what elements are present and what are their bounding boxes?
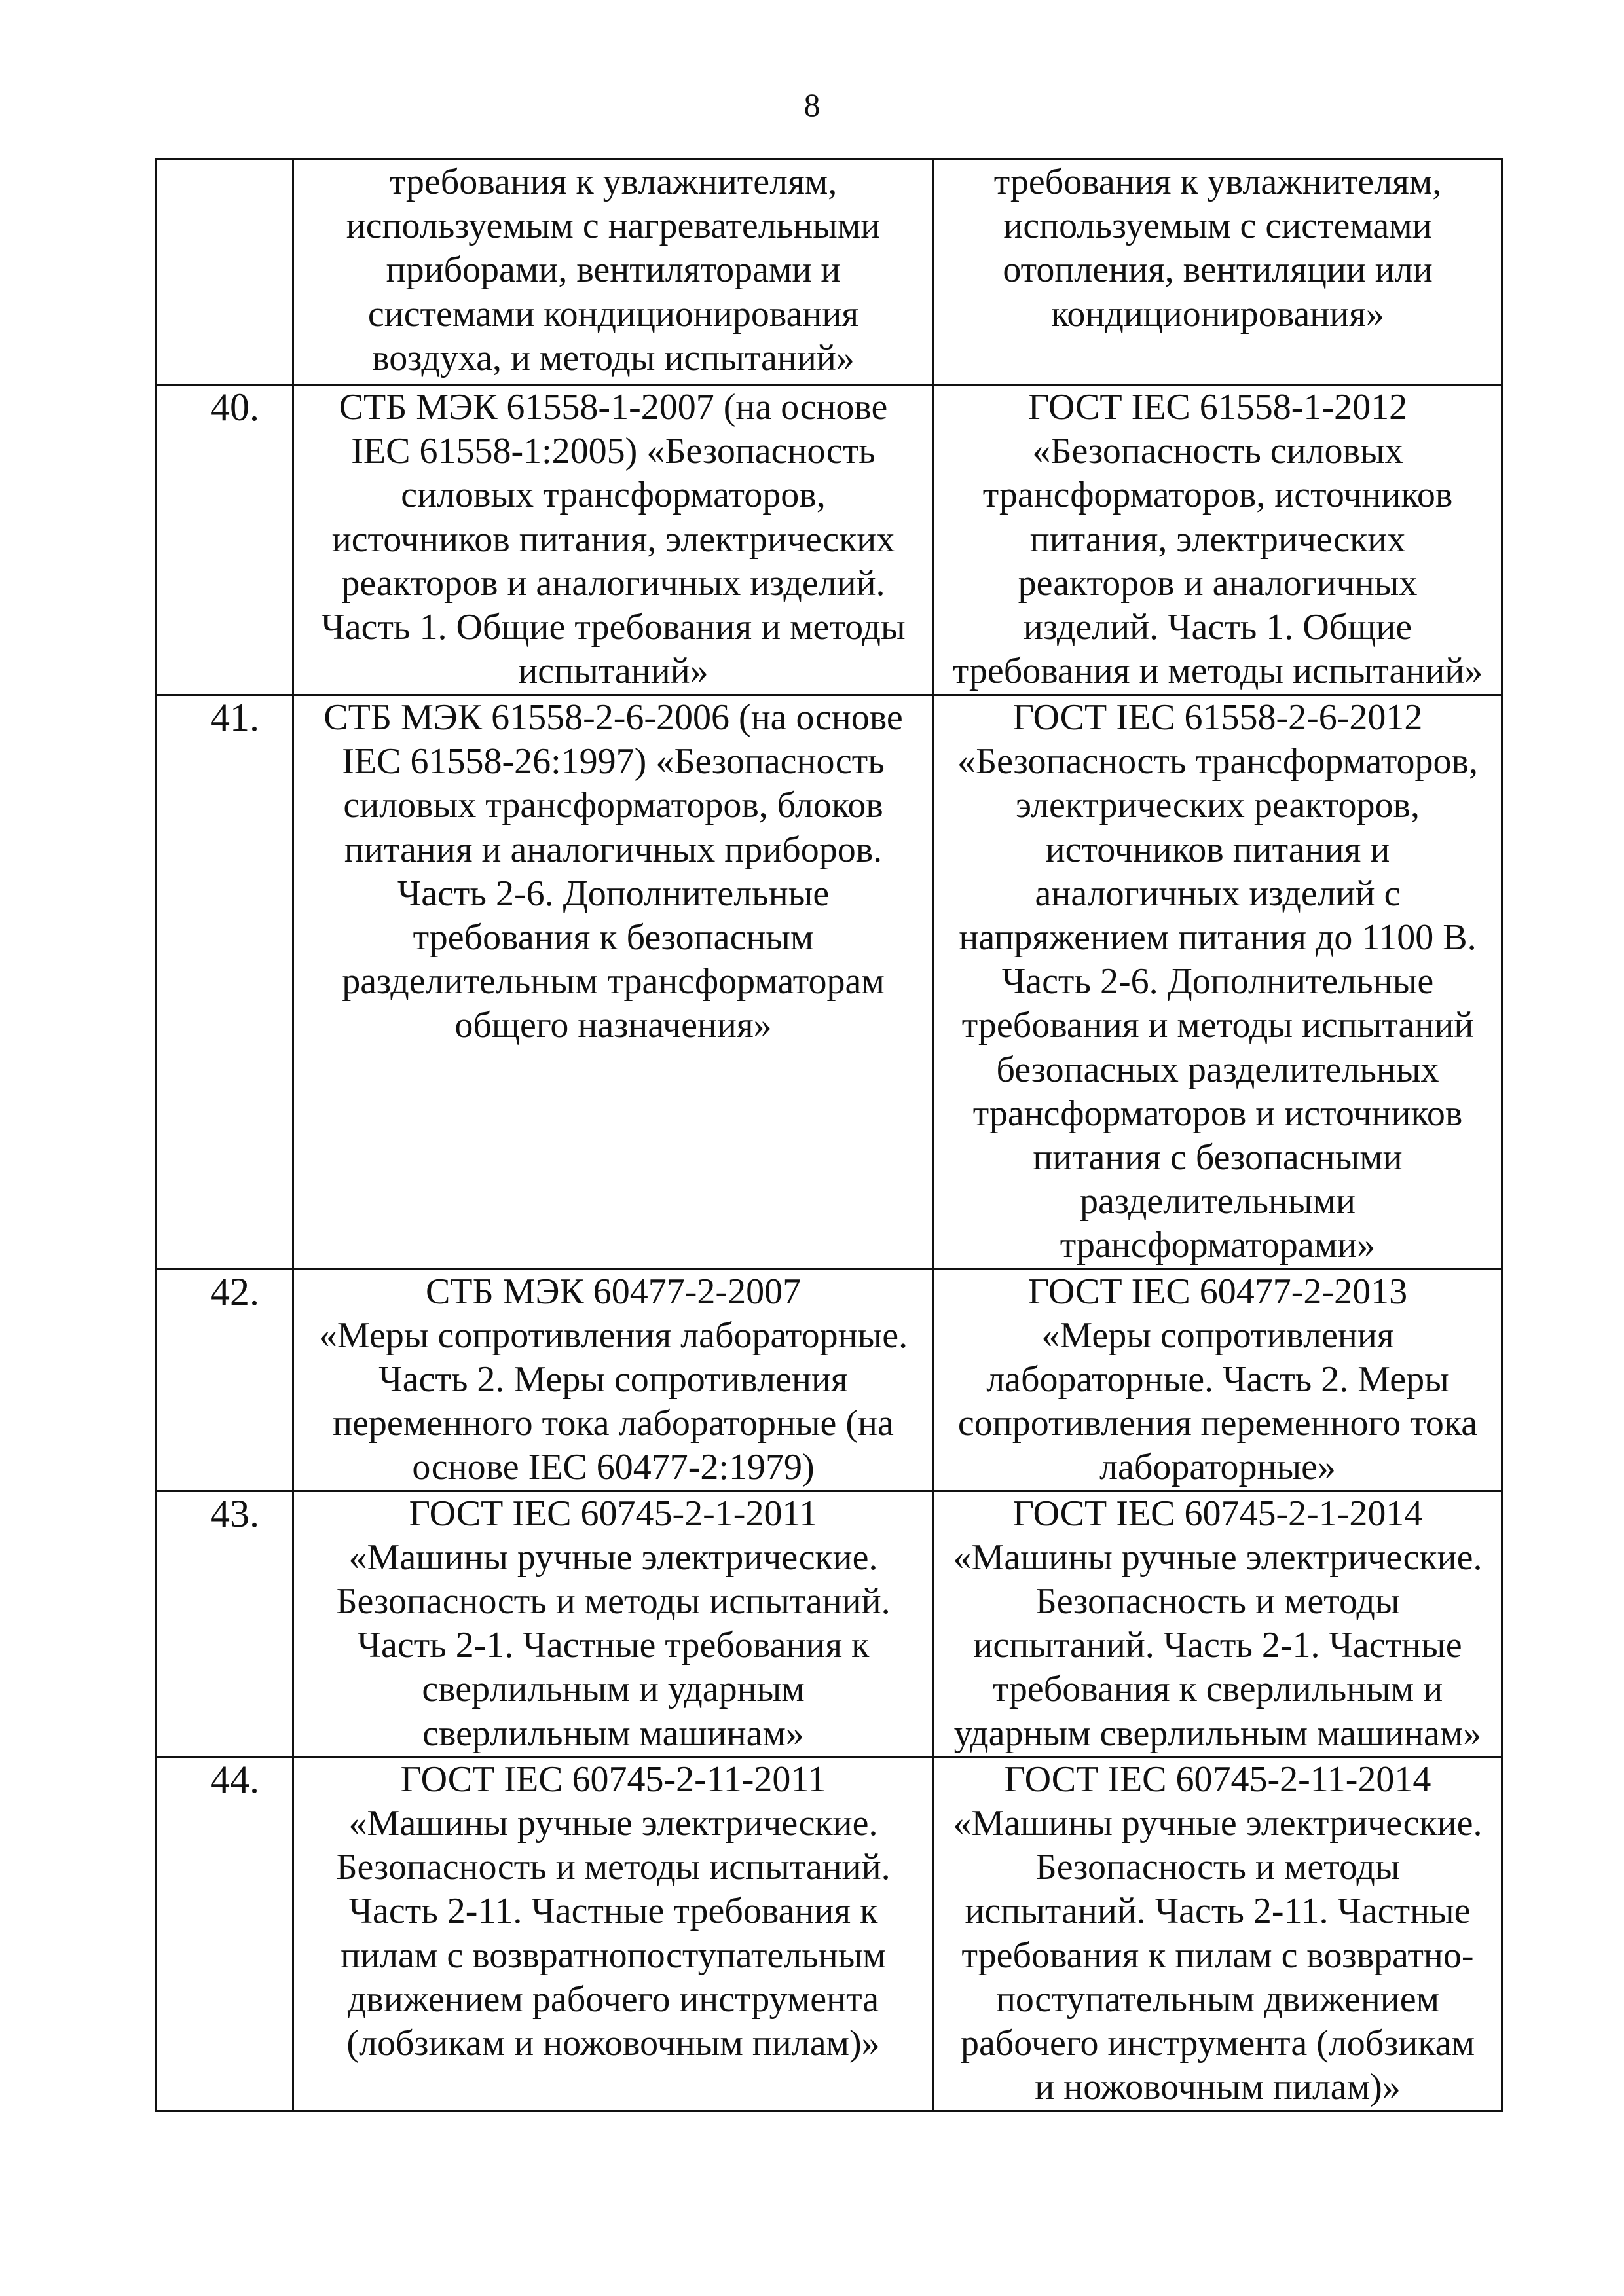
text-line: «Безопасность силовых [1032, 431, 1403, 472]
replaced-standard-cell [293, 695, 934, 1269]
text-line: «Машины ручные электрические. [953, 1537, 1483, 1578]
text-line: «Меры сопротивления [1041, 1315, 1394, 1356]
new-standard-cell [934, 385, 1502, 695]
row-number: 44. [210, 1757, 259, 1801]
row-number: 42. [210, 1269, 259, 1313]
text-line: Часть 2. Меры сопротивления [378, 1359, 848, 1400]
table-row [157, 1757, 1502, 2111]
row-number: 40. [210, 386, 259, 429]
text-line: питания с безопасными [1033, 1137, 1403, 1178]
text-line: требования к увлажнителям, [993, 162, 1442, 202]
text-line: СТБ МЭК 61558-1-2007 (на основе [339, 387, 888, 428]
replaced-standard-cell [293, 160, 934, 385]
text-line: ГОСТ IEC 61558-1-2012 [1027, 387, 1408, 428]
text-line: аналогичных изделий с [1035, 873, 1401, 914]
text-line: питания, электрических [1029, 519, 1406, 560]
row-number-cell [157, 1269, 293, 1491]
text-line: Безопасность и методы [1035, 1581, 1400, 1622]
text-line: реакторов и аналогичных [1018, 562, 1418, 604]
text-line: ГОСТ IEC 60745-2-1-2014 [1012, 1493, 1423, 1534]
new-standard-text [934, 1492, 1501, 1756]
text-line: поступательным движением [995, 1978, 1440, 2020]
text-line: используемым с системами [1003, 206, 1432, 247]
row-number-cell [157, 385, 293, 695]
new-standard-cell [934, 1757, 1502, 2111]
new-standard-text [934, 160, 1501, 337]
text-line: источников питания и [1045, 829, 1390, 870]
text-line: кондиционирования» [1051, 293, 1384, 335]
text-line: силовых трансформаторов, [401, 475, 826, 516]
standards-table-body [157, 160, 1502, 2111]
table-row [157, 695, 1502, 1269]
replaced-standard-text [294, 160, 932, 380]
text-line: электрических реакторов, [1016, 785, 1420, 826]
text-line: требования к увлажнителям, [389, 162, 838, 202]
text-line: требования и методы испытаний [961, 1005, 1474, 1046]
text-line: (лобзикам и ножовочным пилам)» [346, 2023, 880, 2064]
text-line: трансформаторов, источников [982, 475, 1453, 516]
replaced-standard-text [294, 1492, 932, 1756]
text-line: Безопасность и методы испытаний. [336, 1581, 891, 1622]
text-line: пилам с возвратнопоступательным [341, 1935, 886, 1976]
new-standard-cell [934, 160, 1502, 385]
row-number: 43. [210, 1491, 259, 1535]
text-line: воздуха, и методы испытаний» [372, 337, 855, 378]
replaced-standard-text [294, 696, 932, 1048]
text-line: ударным сверлильным машинам» [953, 1713, 1482, 1754]
text-line: и ножовочным пилам)» [1035, 2067, 1401, 2108]
row-number-cell [157, 1491, 293, 1757]
text-line: Часть 2-11. Частные требования к [348, 1891, 878, 1932]
page-number: 8 [803, 86, 821, 123]
text-line: используемым с нагревательными [346, 206, 881, 247]
text-line: изделий. Часть 1. Общие [1023, 607, 1412, 648]
replaced-standard-cell [293, 1757, 934, 2111]
new-standard-text [934, 696, 1501, 1268]
table-row [157, 160, 1502, 385]
text-line: ГОСТ IEC 61558-2-6-2012 [1012, 697, 1423, 738]
text-line: Часть 2-6. Дополнительные [1001, 961, 1434, 1002]
text-line: IEC 61558-1:2005) «Безопасность [351, 431, 876, 472]
row-number-cell [157, 160, 293, 385]
text-line: сверлильным и ударным [422, 1669, 805, 1710]
text-line: лабораторные. Часть 2. Меры [986, 1359, 1449, 1400]
table-row [157, 385, 1502, 695]
new-standard-text [934, 1758, 1501, 2110]
text-line: трансформаторами» [1060, 1225, 1376, 1266]
text-line: требования и методы испытаний» [952, 651, 1483, 692]
text-line: разделительными [1079, 1181, 1356, 1222]
replaced-standard-text [294, 1758, 932, 2066]
text-line: движением рабочего инструмента [347, 1978, 879, 2020]
row-number-cell [157, 1757, 293, 2111]
text-line: переменного тока лабораторные (на [333, 1403, 894, 1444]
text-line: Часть 2-6. Дополнительные [397, 873, 830, 914]
text-line: СТБ МЭК 60477-2-2007 [425, 1271, 802, 1312]
replaced-standard-cell [293, 1269, 934, 1491]
text-line: ГОСТ IEC 60745-2-1-2011 [409, 1493, 818, 1534]
replaced-standard-cell [293, 385, 934, 695]
text-line: разделительным трансформаторам [342, 961, 885, 1002]
text-line: требования к пилам с возвратно- [961, 1935, 1474, 1976]
new-standard-text [934, 386, 1501, 693]
text-line: испытаний. Часть 2-11. Частные [965, 1891, 1471, 1932]
text-line: ГОСТ IEC 60477-2-2013 [1027, 1271, 1408, 1312]
standards-table [155, 158, 1503, 2112]
text-line: системами кондиционирования [367, 293, 859, 335]
text-line: приборами, вентиляторами и [386, 249, 841, 291]
text-line: Часть 1. Общие требования и методы [321, 607, 906, 648]
row-number-cell [157, 695, 293, 1269]
replaced-standard-text [294, 1270, 932, 1490]
text-line: «Меры сопротивления лабораторные. [318, 1315, 908, 1356]
text-line: трансформаторов и источников [972, 1093, 1463, 1134]
text-line: «Машины ручные электрические. [953, 1803, 1483, 1844]
text-line: сопротивления переменного тока [957, 1403, 1478, 1444]
text-line: «Машины ручные электрические. [348, 1803, 878, 1844]
text-line: Часть 2-1. Частные требования к [357, 1625, 870, 1666]
text-line: СТБ МЭК 61558-2-6-2006 (на основе [323, 697, 903, 738]
text-line: безопасных разделительных [996, 1049, 1439, 1090]
replaced-standard-text [294, 386, 932, 693]
text-line: рабочего инструмента (лобзикам [960, 2023, 1475, 2064]
text-line: питания и аналогичных приборов. [344, 829, 883, 870]
text-line: ГОСТ IEC 60745-2-11-2014 [1004, 1758, 1431, 1800]
text-line: общего назначения» [454, 1005, 772, 1046]
new-standard-cell [934, 1269, 1502, 1491]
text-line: ГОСТ IEC 60745-2-11-2011 [400, 1758, 826, 1800]
text-line: напряжением питания до 1100 В. [959, 917, 1477, 958]
text-line: силовых трансформаторов, блоков [343, 785, 883, 826]
row-number: 41. [210, 696, 259, 739]
text-line: реакторов и аналогичных изделий. [341, 562, 885, 604]
table-row [157, 1269, 1502, 1491]
text-line: требования к сверлильным и [992, 1669, 1443, 1710]
text-line: «Безопасность трансформаторов, [957, 741, 1478, 782]
text-line: источников питания, электрических [331, 519, 895, 560]
text-line: требования к безопасным [413, 917, 814, 958]
text-line: сверлильным машинам» [422, 1713, 804, 1754]
table-row [157, 1491, 1502, 1757]
replaced-standard-cell [293, 1491, 934, 1757]
text-line: отопления, вентиляции или [1003, 249, 1433, 291]
text-line: Безопасность и методы испытаний. [336, 1847, 891, 1888]
text-line: лабораторные» [1099, 1447, 1336, 1488]
text-line: испытаний» [518, 651, 709, 692]
new-standard-cell [934, 695, 1502, 1269]
new-standard-cell [934, 1491, 1502, 1757]
text-line: основе IEC 60477-2:1979) [412, 1447, 815, 1488]
text-line: испытаний. Часть 2-1. Частные [973, 1625, 1462, 1666]
text-line: IEC 61558-26:1997) «Безопасность [342, 741, 885, 782]
text-line: Безопасность и методы [1035, 1847, 1400, 1888]
new-standard-text [934, 1270, 1501, 1490]
text-line: «Машины ручные электрические. [348, 1537, 878, 1578]
